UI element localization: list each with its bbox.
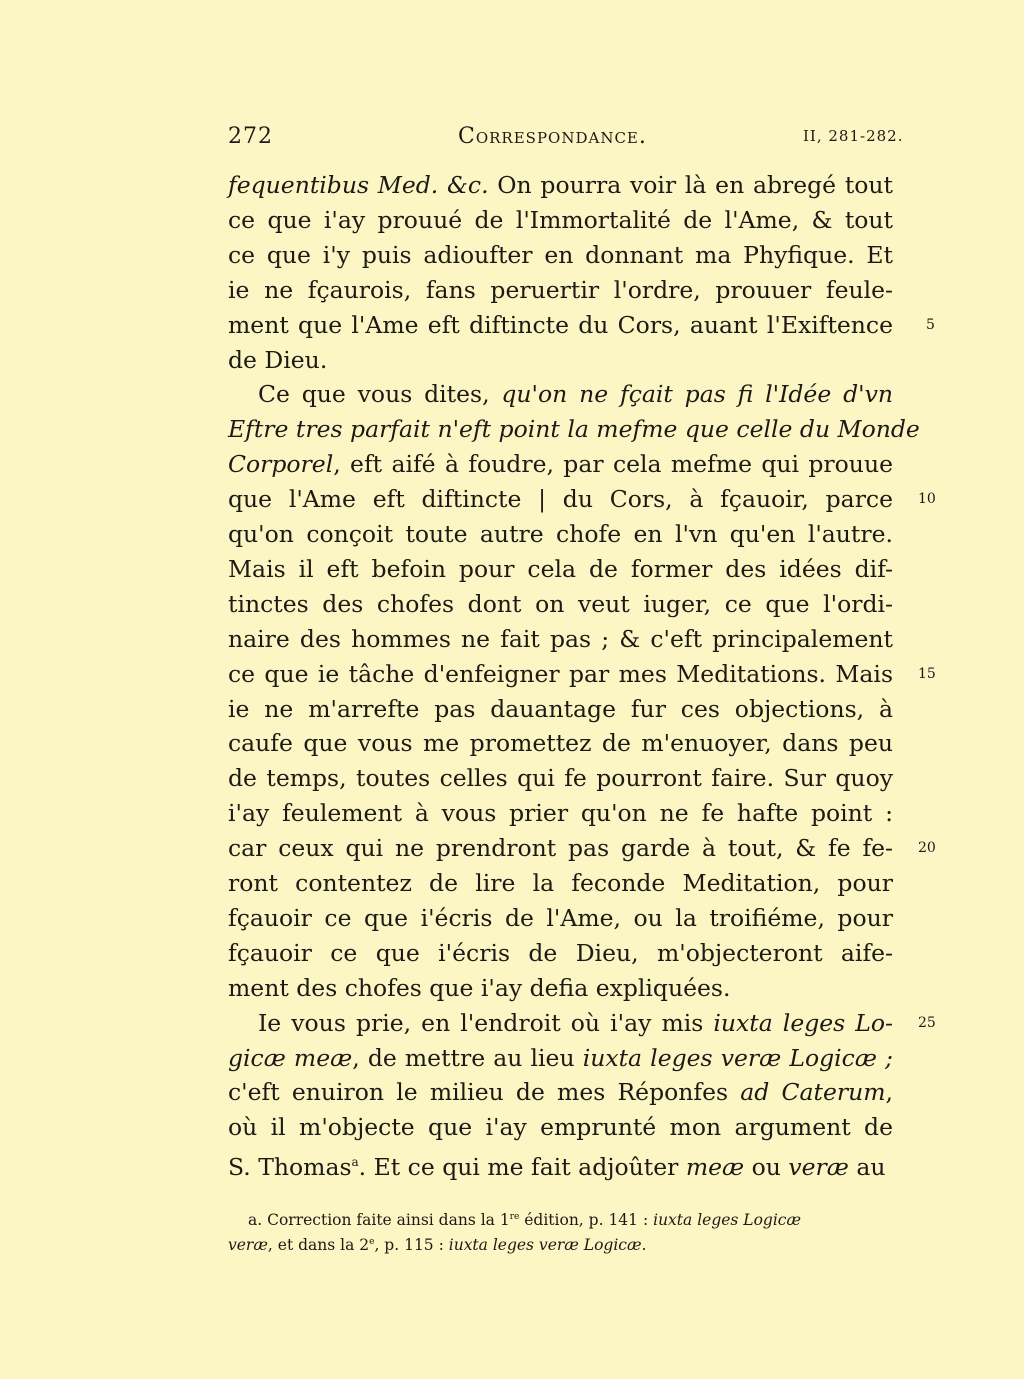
text-line: fçauoir ce que i'écris de Dieu, m'objecteront aife-	[228, 939, 893, 967]
text-line: de temps, toutes celles qui fe pourront faire. Sur quoy	[228, 764, 893, 792]
line-number: 5	[926, 317, 935, 333]
text-line: S. Thomas$^a$. Et ce qui me fait adjoûter meæ ou veræ au	[228, 1152, 886, 1181]
text-line: Eftre tres parfait n'eft point la mefme que celle du Monde	[228, 415, 920, 443]
text-line: ront contentez de lire la feconde Meditation, pour	[228, 869, 893, 897]
text-line: Ie vous prie, en l'endroit où i'ay mis iuxta leges Lo-	[258, 1009, 893, 1037]
text-line: où il m'objecte que i'ay emprunté mon argument de	[228, 1113, 893, 1141]
text-line: que l'Ame eft diftincte | du Cors, à fçauoir, parce	[228, 485, 893, 513]
line-number: 15	[918, 666, 936, 682]
text-line: de Dieu.	[228, 346, 328, 374]
text-line: qu'on conçoit toute autre chofe en l'vn qu'en l'autre.	[228, 520, 893, 548]
line-number: 25	[918, 1015, 936, 1031]
footnote-line: a. Correction faite ainsi dans la 1re édition, p. 141 : iuxta leges Logicæ	[248, 1211, 802, 1230]
page-number: 272	[228, 124, 273, 149]
text-line: ce que ie tâche d'enfeigner par mes Meditations. Mais	[228, 660, 893, 688]
text-line: ment des chofes que i'ay defia expliquées.	[228, 974, 731, 1002]
text-line: car ceux qui ne prendront pas garde à tout, & fe fe-	[228, 834, 893, 862]
text-line: gicæ meæ, de mettre au lieu iuxta leges veræ Logicæ ;	[228, 1044, 893, 1072]
text-line: fequentibus Med. &c. On pourra voir là en abregé tout	[228, 171, 893, 199]
line-number: 20	[918, 840, 936, 856]
text-line: ie ne m'arrefte pas dauantage fur ces objections, à	[228, 695, 893, 723]
text-line: Corporel, eft aifé à foudre, par cela mefme qui prouue	[228, 450, 893, 478]
text-line: i'ay feulement à vous prier qu'on ne fe hafte point :	[228, 799, 893, 827]
footnote-line: veræ, et dans la 2e, p. 115 : iuxta leges veræ Logicæ.	[228, 1236, 647, 1255]
text-line: c'eft enuiron le milieu de mes Réponfes ad Caterum,	[228, 1078, 893, 1106]
text-line: ce que i'ay prouué de l'Immortalité de l'Ame, & tout	[228, 206, 893, 234]
text-line: tinctes des chofes dont on veut iuger, ce que l'ordi-	[228, 590, 893, 618]
text-line: ie ne fçaurois, fans peruertir l'ordre, prouuer feule-	[228, 276, 893, 304]
page-reference: II, 281-282.	[803, 127, 904, 145]
text-line: caufe que vous me promettez de m'enuoyer, dans peu	[228, 729, 893, 757]
text-line: naire des hommes ne fait pas ; & c'eft principalement	[228, 625, 893, 653]
page-header	[0, 124, 1024, 154]
text-line: ment que l'Ame eft diftincte du Cors, auant l'Exiftence	[228, 311, 893, 339]
text-line: fçauoir ce que i'écris de l'Ame, ou la troifiéme, pour	[228, 904, 893, 932]
text-line: Mais il eft befoin pour cela de former des idées dif-	[228, 555, 893, 583]
running-title: Correspondance.	[458, 124, 647, 149]
line-number: 10	[918, 491, 936, 507]
text-line: Ce que vous dites, qu'on ne fçait pas fi l'Idée d'vn	[258, 380, 893, 408]
text-line: ce que i'y puis adioufter en donnant ma Phyfique. Et	[228, 241, 893, 269]
